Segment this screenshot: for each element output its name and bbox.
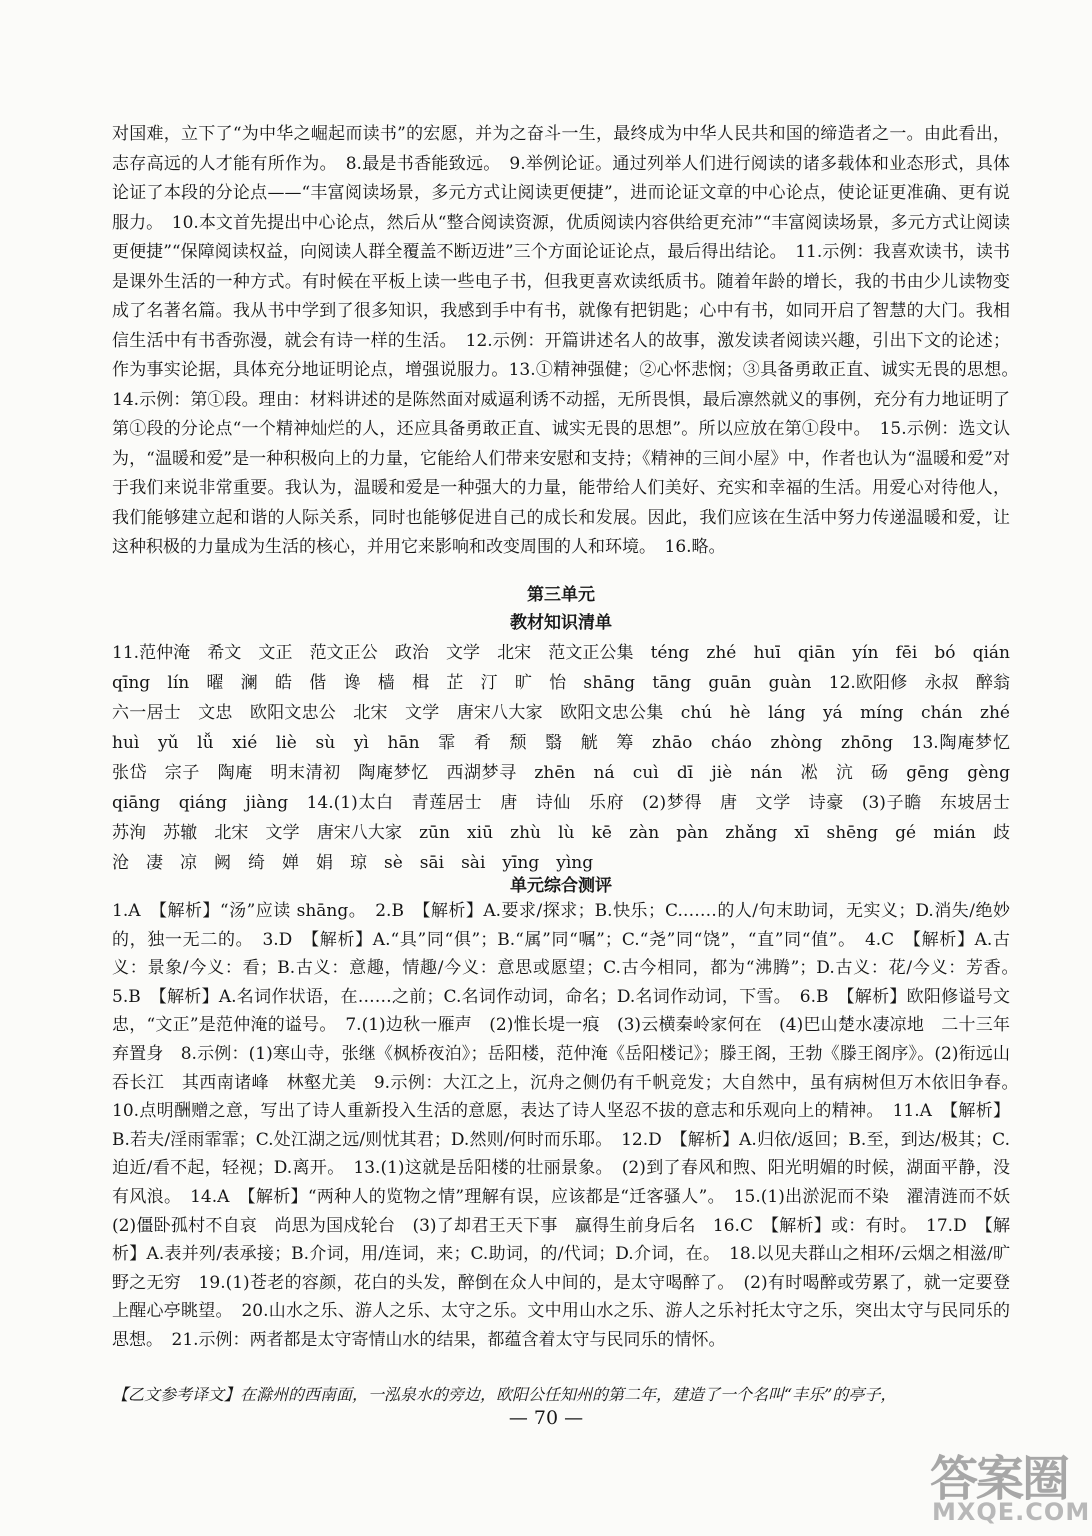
answer-block-test: 1.A 【解析】“汤”应读 shāng。 2.B 【解析】A.要求/探求；B.快乐；C.……的人/句末助词，无实义；D.消失/绝妙的，独一无二的。 3.D 【解析】A.“具”同“俱”；B.“属”同“嘱”；C.“尧”同“饶”，“直”同“值”。 4.C 【解析】A.古义：景象/今义：看；B.古义：意趣，情趣/今义：意思或愿望；C.古今相同，都为“沸腾”；D.古义：花/今义：芳香。 5.B 【解析】A.名词作状语，在……之前；C.名词作动词，命名；D.名词作动词，下雪。 6.B 【解析】欧阳修谥号文忠，“文正”是范仲淹的谥号。 7.(1)边秋一雁声 (2)惟长堤一痕 (3)云横秦岭家何在 (4)巴山楚水凄凉地 二十三年弃置身 8.示例：(1)寒山寺，张继《枫桥夜泊》；岳阳楼，范仲淹《岳阳楼记》；滕王阁，王勃《滕王阁序》。(2)衔远山 吞长江 其西南诸峰 林壑尤美 9.示例：大江之上，沉舟之侧仍有千帆竞发；大自然中，虽有病树但万木依旧争春。 10.点明酬赠之意，写出了诗人重新投入生活的意愿，表达了诗人坚忍不拔的意志和乐观向上的精神。 11.A 【解析】B.若夫/淫雨霏霏；C.处江湖之远/则忧其君；D.然则/何时而乐耶。 12.D 【解析】A.归依/返回；B.至，到达/极其；C.迫近/看不起，轻视；D.离开。 13.(1)这就是岳阳楼的壮丽景象。 (2)到了春风和煦、阳光明媚的时候，湖面平静，没有风浪。 14.A 【解析】“两种人的览物之情”理解有误，应该都是“迁客骚人”。 15.(1)出淤泥而不染 濯清涟而不妖 (2)僵卧孤村不自哀 尚思为国戍轮台 (3)了却君王天下事 赢得生前身后名 16.C 【解析】或：有时。 17.D 【解析】A.表并列/表承接；B.介词，用/连词，来；C.助词，的/代词；D.介词，在。 18.以见夫群山之相环/云烟之相滋/旷野之无穷 19.(1)苍老的容颜，花白的头发，醉倒在众人中间的，是太守喝醉了。 (2)有时喝醉或劳累了，就一定要登上醒心亭眺望。 20.山水之乐、游人之乐、太守之乐。文中用山水之乐、游人之乐衬托太守之乐，突出太守与民同乐的思想。 21.示例：两者都是太守寄情山水的结果，都蕴含着太守与民同乐的情怀。 <box>112 901 1027 1350</box>
answer-block-unit2-end: 对国难，立下了“为中华之崛起而读书”的宏愿，并为之奋斗一生，最终成为中华人民共和国的缔造者之一。由此看出，志存高远的人才能有所作为。 8.最是书香能致远。 9.举例论证。通过列举人们进行阅读的诸多载体和业态形式，具体论证了本段的分论点——“丰富阅读场景，多元方式让阅读更便捷”，进而论证文章的中心论点，使论证更准确、更有说服力。 10.本文首先提出中心论点，然后从“整合阅读资源，优质阅读内容供给更充沛”“丰富阅读场景，多元方式让阅读更便捷”“保障阅读权益，向阅读人群全覆盖不断迈进”三个方面论证论点，最后得出结论。 11.示例：我喜欢读书，读书是课外生活的一种方式。有时候在平板上读一些电子书，但我更喜欢读纸质书。随着年龄的增长，我的书由少儿读物变成了名著名篇。我从书中学到了很多知识，我感到手中有书，就像有把钥匙；心中有书，如同开启了智慧的大门。我相信生活中有书香弥漫，就会有诗一样的生活。 12.示例：开篇讲述名人的故事，激发读者阅读兴趣，引出下文的论述；作为事实论据，具体充分地证明论点，增强说服力。13.①精神强健；②心怀悲悯；③具备勇敢正直、诚实无畏的思想。 14.示例：第①段。理由：材料讲述的是陈然面对威逼利诱不动摇，无所畏惧，最后凛然就义的事例，充分有力地证明了第①段的分论点“一个精神灿烂的人，还应具备勇敢正直、诚实无畏的思想”。所以应放在第①段中。 15.示例：选文认为，“温暖和爱”是一种积极向上的力量，它能给人们带来安慰和支持；《精神的三间小屋》中，作者也认为“温暖和爱”对于我们来说非常重要。我认为，温暖和爱是一种强大的力量，能带给人们美好、充实和幸福的生活。用爱心对待他人，我们能够建立起和谐的人际关系，同时也能够促进自己的成长和发展。因此，我们应该在生活中努力传递温暖和爱，让这种积极的力量成为生活的核心，并用它来影响和改变周围的人和环境。 16.略。 <box>112 124 1027 557</box>
translation-line: 【乙文参考译文】在滁州的西南面，一泓泉水的旁边，欧阳公任知州的第二年，建造了一个名叫“丰乐”的亭子， <box>112 1385 897 1404</box>
unit-title: 第三单元 <box>527 585 595 605</box>
answer-block-knowledge: 11.范仲淹 希文 文正 范文正公 政治 文学 北宋 范文正公集 téng zhé huī qiān yín fēi bó qián qīng lín 曜 澜 皓 偕 谗 樯 楫 芷 汀 旷 怡 shāng tāng guān guàn 12.欧阳修 永叔 醉翁 六一居士 文忠 欧阳文忠公 北宋 文学 唐宋八大家 欧阳文忠公集 chú hè láng yá míng chán zhé huì yǔ lǚ xié liè sù yì hān 霏 肴 颓 翳 觥 筹 zhāo cháo zhòng zhōng 13.陶庵梦忆 张岱 宗子 陶庵 明末清初 陶庵梦忆 西湖梦寻 zhēn ná cuì dī jiè nán 凇 沆 砀 gēng gèng qiāng qiáng jiàng 14.(1)太白 青莲居士 唐 诗仙 乐府 (2)梦得 唐 文学 诗豪 (3)子瞻 东坡居士 苏洵 苏辙 北宋 文学 唐宋八大家 zūn xiū zhù lù kē zàn pàn zhǎng xī shēng gé mián 歧 沧 凄 凉 阙 绮 婵 娟 琼 sè sāi sài yīng yìng <box>112 643 1027 873</box>
section-title-knowledge: 教材知识清单 <box>510 613 612 633</box>
watermark-url: MXQE.COM <box>932 1498 1091 1526</box>
watermark-text: 答案圈 <box>930 1451 1069 1507</box>
section-title-test: 单元综合测评 <box>510 876 612 896</box>
page-number: — 70 — <box>508 1407 584 1429</box>
watermark-logo <box>930 1440 1091 1530</box>
